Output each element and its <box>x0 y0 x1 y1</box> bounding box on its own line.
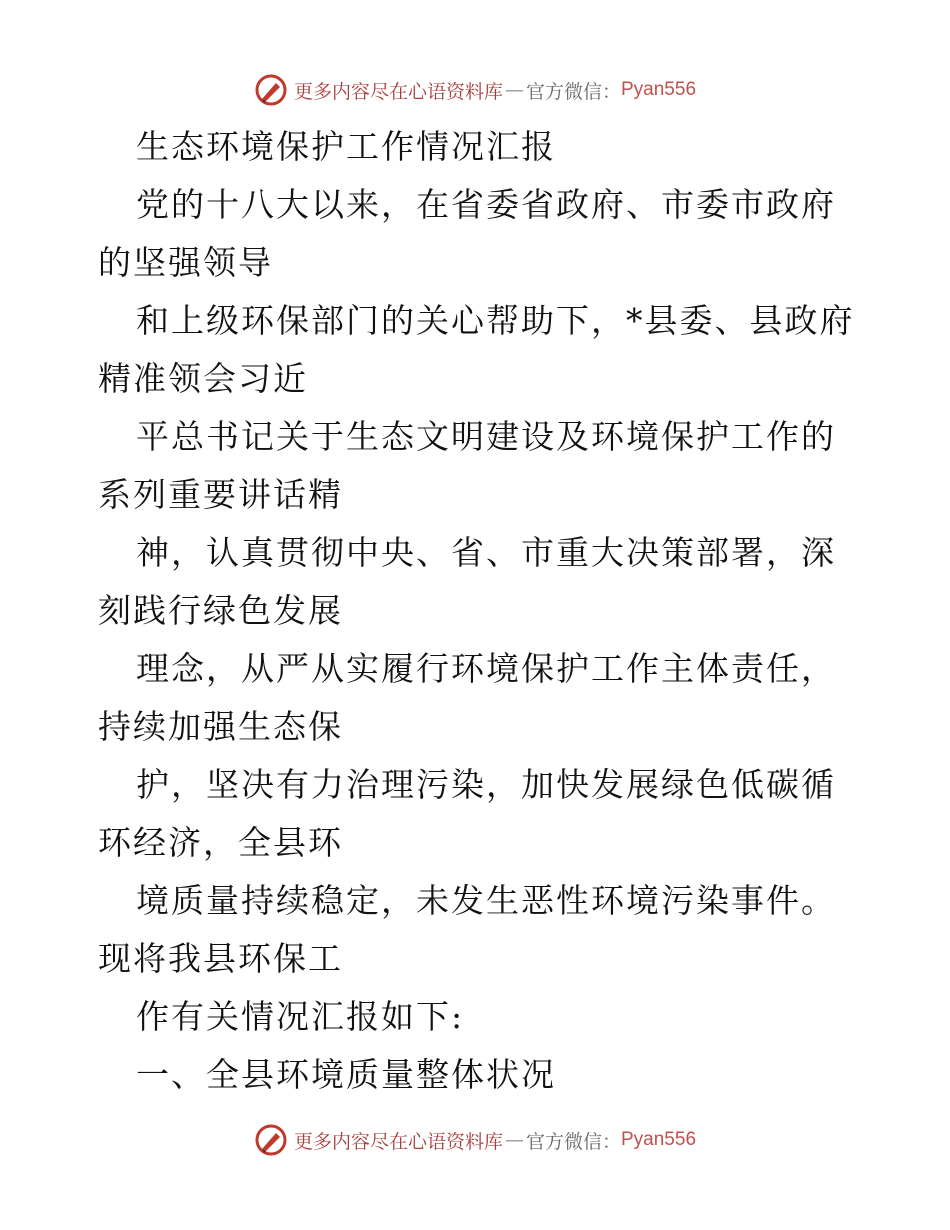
paragraph-line: 境质量持续稳定，未发生恶性环境污染事件。现将我县环保工 <box>98 881 836 978</box>
paragraph-line: 和上级环保部门的关心帮助下，*县委、县政府精准领会习近 <box>98 301 855 398</box>
paragraph-line: 作有关情况汇报如下: <box>136 997 465 1036</box>
banner-separator: — <box>504 1129 524 1151</box>
wechat-id: Pyan556 <box>621 79 697 100</box>
document-body <box>98 118 858 1104</box>
wechat-label: 官方微信： <box>525 80 621 103</box>
pen-logo-icon <box>254 1123 288 1157</box>
section-heading: 一、全县环境质量整体状况 <box>136 1055 556 1094</box>
document-title: 生态环境保护工作情况汇报 <box>136 127 556 166</box>
banner-text: 更多内容尽在心语资料库 <box>293 1130 503 1153</box>
paragraph-line: 神，认真贯彻中央、省、市重大决策部署，深刻践行绿色发展 <box>98 533 836 630</box>
paragraph-line: 平总书记关于生态文明建设及环境保护工作的系列重要讲话精 <box>98 417 836 514</box>
header-banner <box>0 70 950 110</box>
paragraph-line: 护，坚决有力治理污染，加快发展绿色低碳循环经济，全县环 <box>98 765 836 862</box>
footer-banner <box>0 1120 950 1160</box>
banner-separator: — <box>504 79 524 101</box>
wechat-label: 官方微信： <box>525 1130 621 1153</box>
banner-text: 更多内容尽在心语资料库 <box>293 80 503 103</box>
paragraph-line: 理念，从严从实履行环境保护工作主体责任，持续加强生态保 <box>98 649 836 746</box>
pen-logo-icon <box>254 73 288 107</box>
wechat-id: Pyan556 <box>621 1129 697 1150</box>
paragraph-line: 党的十八大以来，在省委省政府、市委市政府的坚强领导 <box>98 185 836 282</box>
